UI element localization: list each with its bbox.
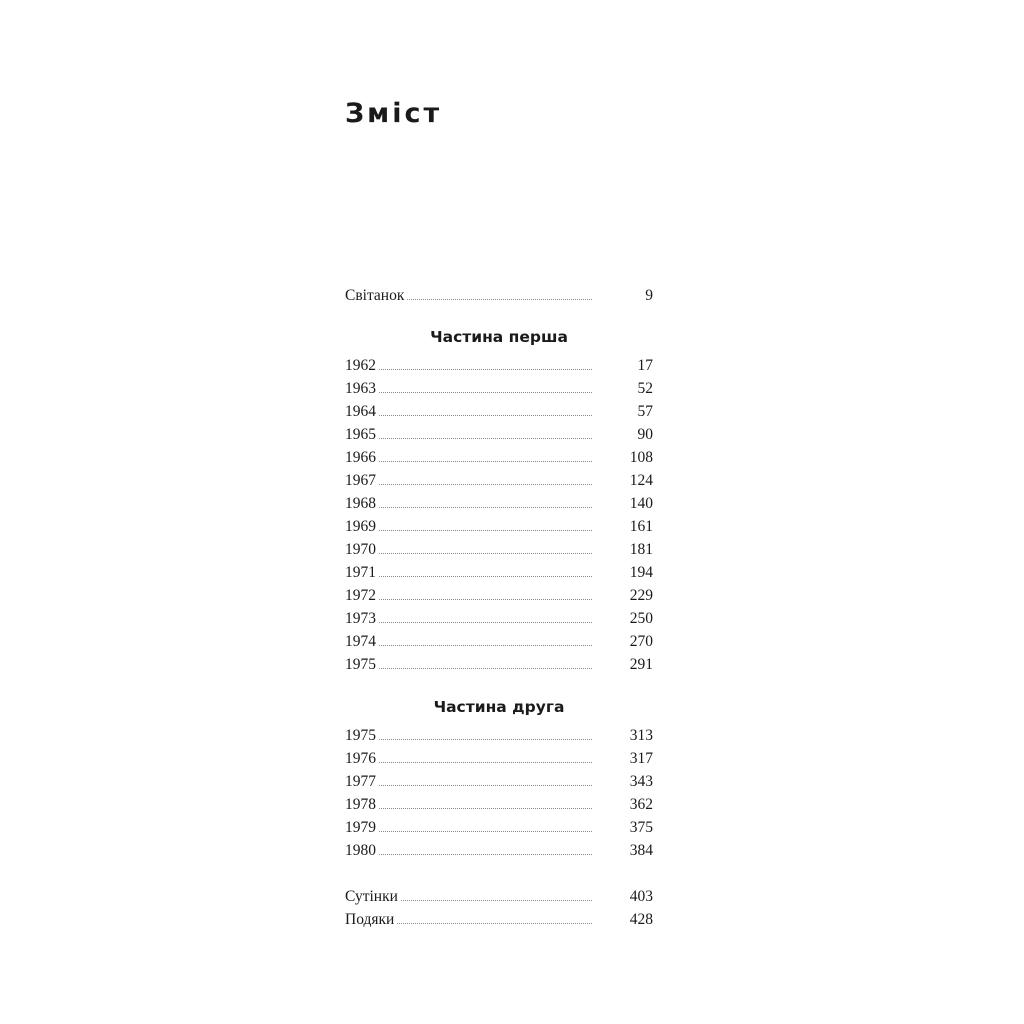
toc-entry-prologue[interactable] [345,283,653,305]
toc-entry-page: 343 [629,773,653,790]
toc-entry-page: 57 [637,403,653,420]
toc-entry-page: 291 [629,656,653,673]
toc-entry-label: 1975 [345,727,379,745]
toc-entry[interactable] [345,422,653,444]
dot-leader [345,392,592,393]
toc-entry[interactable] [345,537,653,559]
toc-entry-label: 1966 [345,449,379,467]
toc-entry-page: 362 [629,796,653,813]
toc-entry[interactable] [345,769,653,791]
toc-entry-label: Світанок [345,287,407,305]
dot-leader [345,668,592,669]
toc-entry-label: 1962 [345,357,379,375]
toc-entry[interactable] [345,491,653,513]
dot-leader [345,438,592,439]
toc-entry-label: 1977 [345,773,379,791]
toc-entry-page: 17 [637,357,653,374]
part-two-heading: Частина друга [433,698,565,716]
dot-leader [345,530,592,531]
dot-leader [345,854,592,855]
toc-entry-acknowledgements[interactable] [345,907,653,929]
toc-entry-label: 1976 [345,750,379,768]
page-title: Зміст [345,98,443,129]
toc-entry[interactable] [345,353,653,375]
toc-entry-label: 1978 [345,796,379,814]
part-one-heading: Частина перша [430,328,568,346]
dot-leader [345,762,592,763]
toc-entry-label: 1965 [345,426,379,444]
toc-entry[interactable] [345,399,653,421]
toc-entry-label: 1975 [345,656,379,674]
toc-entry-page: 52 [637,380,653,397]
toc-entry[interactable] [345,746,653,768]
toc-entry-label: 1963 [345,380,379,398]
toc-entry-page: 124 [629,472,653,489]
toc-entry-page: 428 [629,911,653,928]
toc-entry-label: 1971 [345,564,379,582]
dot-leader [345,645,592,646]
toc-entry-label: 1970 [345,541,379,559]
dot-leader [345,831,592,832]
toc-entry-label: 1973 [345,610,379,628]
toc-entry-label: 1974 [345,633,379,651]
toc-entry-page: 403 [629,888,653,905]
toc-entry-page: 90 [637,426,653,443]
toc-entry[interactable] [345,583,653,605]
dot-leader [345,576,592,577]
toc-entry-page: 250 [629,610,653,627]
toc-entry[interactable] [345,629,653,651]
toc-entry-page: 384 [629,842,653,859]
dot-leader [345,785,592,786]
toc-entry-page: 108 [629,449,653,466]
toc-entry-page: 181 [629,541,653,558]
toc-entry-label: Подяки [345,911,397,929]
toc-entry[interactable] [345,792,653,814]
dot-leader [345,622,592,623]
toc-entry[interactable] [345,815,653,837]
toc-entry-label: 1969 [345,518,379,536]
toc-entry-page: 161 [629,518,653,535]
dot-leader [345,553,592,554]
toc-entry[interactable] [345,723,653,745]
dot-leader [345,369,592,370]
toc-entry-page: 229 [629,587,653,604]
dot-leader [345,507,592,508]
toc-entry-label: 1972 [345,587,379,605]
dot-leader [345,808,592,809]
toc-entry-page: 9 [645,287,653,304]
toc-entry[interactable] [345,468,653,490]
dot-leader [345,484,592,485]
toc-entry[interactable] [345,838,653,860]
dot-leader [345,415,592,416]
toc-entry-page: 317 [629,750,653,767]
toc-entry-page: 140 [629,495,653,512]
toc-entry-label: Сутінки [345,888,401,906]
dot-leader [345,461,592,462]
toc-entry-label: 1967 [345,472,379,490]
toc-entry[interactable] [345,376,653,398]
toc-entry-label: 1980 [345,842,379,860]
toc-entry[interactable] [345,514,653,536]
toc-entry-page: 270 [629,633,653,650]
toc-entry-label: 1964 [345,403,379,421]
toc-entry[interactable] [345,652,653,674]
toc-entry-page: 194 [629,564,653,581]
toc-entry[interactable] [345,445,653,467]
dot-leader [345,739,592,740]
toc-entry[interactable] [345,560,653,582]
toc-entry-page: 313 [629,727,653,744]
dot-leader [345,599,592,600]
toc-entry-label: 1968 [345,495,379,513]
toc-entry-epilogue[interactable] [345,884,653,906]
toc-entry[interactable] [345,606,653,628]
toc-entry-label: 1979 [345,819,379,837]
toc-entry-page: 375 [629,819,653,836]
